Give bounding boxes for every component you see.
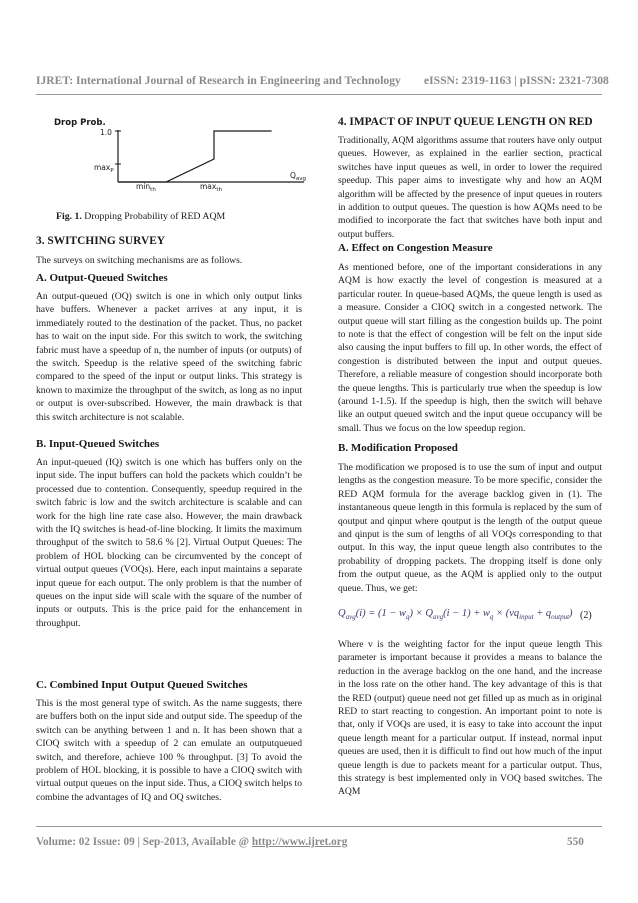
subsection-c-title: C. Combined Input Output Queued Switches bbox=[36, 679, 248, 691]
section-4-text: Traditionally, AQM algorithms assume that routers have only output queues. However, as explained in the earlier section, practical switches have input queues as well, in order to lower the required speedup. This paper aims to investigate why and how an AQM algorithm will be affected by the presence of input queues in routers in addition to output queues. The question is how AQMs need to be modified to incorporate the fact that switches have both input and output buffers. bbox=[338, 135, 602, 240]
subsection-b-text-right: The modification we proposed is to use the sum of input and output lengths as the congestion measure. To be more specific, consider the RED AQM formula for the average backlog given in (1). The instantaneous queue length in this formula is replaced by the sum of qoutput and qinput where qoutput is the length of the output queue and qinput is the sum of lengths of all VOQs corresponding to that output. In this way, the input queue length also contributes to the probability of dropping packets. The dropping itself is done only from the output queue, as the AQM is applied only to the output queue. Thus, we get: bbox=[338, 462, 602, 594]
x-axis-label: $Q_{avg}$ bbox=[290, 171, 307, 182]
y-tick-maxp: $\max_P$ bbox=[94, 163, 114, 174]
subsection-c-text: This is the most general type of switch. As the name suggests, there are buffers both on the input side and output side. The speedup of the switch can be anything between 1 and n. It has been shown that a CIOQ switch with a speedup of 2 can emulate an outputqueued switch, and therefore, achieve 100 % throughput. [3] To avoid the problem of HOL blocking, it is possible to have a CIOQ switch with virtual output queues on the input side. Thus, a CIOQ switch helps to combine the advantages of IQ and OQ switches. bbox=[36, 698, 302, 803]
footer-rule bbox=[36, 826, 602, 827]
red-drop-probability-chart bbox=[52, 116, 322, 194]
section-3-intro: The surveys on switching mechanisms are as follows. bbox=[36, 255, 243, 266]
subsection-a-title: A. Output-Queued Switches bbox=[36, 272, 168, 284]
header-rule bbox=[36, 94, 602, 95]
x-tick-min: $\min_{th}$ bbox=[136, 182, 156, 193]
section-3-title: 3. SWITCHING SURVEY bbox=[36, 235, 166, 247]
subsection-a-text-right: As mentioned before, one of the important considerations in any AQM is how exactly the level of congestion is measured at a particular router. In queue-based AQMs, the queue length is used as a measure. Consider a CIOQ switch in a congested network. The output queue will start filling as the congestion builds up. The point to note is that the effect of congestion will be felt on the input side also causing the input buffers to fill up. In other words, the effect of congestion is distributed between the input and output queues. Therefore, a reliable measure of congestion should incorporate both the queue lengths. This is particularly true when the speedup is low (around 1-1.5). If the speedup is high, then the switch will behave like an output queued switch and the input queue occupancy will be small. Thus we focus on the low speedup region. bbox=[338, 262, 602, 434]
subsection-b-text: An input-queued (IQ) switch is one which has buffers only on the input side. The input buffers can hold the packets which couldn’t be processed due to contention. Consequently, speedup required in the switch fabric is low and the switch architecture is scalable and can work for the high line rate case also. However, the main drawback with the IQ switches is head-of-line blocking. It limits the maximum throughput of the switch to 58.6 % [2]. Virtual Output Queues: The problem of HOL blocking can be circumvented by the concept of virtual output queues (VOQs). Here, each input maintains a separate input queue for each output. The only problem is that the number of queues on the input side will scale with the square of the number of inputs or outputs. This is the price paid for the enhancement in throughput. bbox=[36, 457, 302, 629]
equation-2 bbox=[338, 608, 602, 628]
footer-volume: Volume: 02 Issue: 09 | Sep-2013, Available @ http://www.ijret.org bbox=[36, 836, 348, 848]
y-axis-label: Drop Prob. bbox=[54, 118, 106, 128]
subsection-b-title-right: B. Modification Proposed bbox=[338, 442, 458, 454]
journal-name: IJRET: International Journal of Research in Engineering and Technology bbox=[36, 74, 401, 87]
x-tick-max: $\max_{th}$ bbox=[200, 182, 222, 193]
page-number: 550 bbox=[567, 836, 584, 848]
figure-caption: Fig. 1. Dropping Probability of RED AQM bbox=[56, 211, 226, 222]
section-4-title: 4. IMPACT OF INPUT QUEUE LENGTH ON RED bbox=[338, 116, 593, 128]
after-equation-text: Where v is the weighting factor for the input queue length This parameter is important because it provides a means to balance the reduction in the average backlog on the one hand, and the increase in the loss rate on the other hand. The key advantage of this is that the RED (output) queue need not get filled up as much as in original RED to start reacting to congestion. An important point to note is that, only if VOQs are used, it is easy to take into account the input queue length meant for a particular output. If instead, normal input queues are used, then it is difficult to find out how much of the input queue length is due to packets meant for a particular output. Thus, this strategy is best implemented only in VOQ based switches. The AQM bbox=[338, 639, 602, 798]
subsection-b-title: B. Input-Queued Switches bbox=[36, 438, 160, 450]
drop-probability-curve bbox=[118, 131, 272, 182]
journal-link[interactable]: http://www.ijret.org bbox=[251, 836, 348, 848]
issn-line: eISSN: 2319-1163 | pISSN: 2321-7308 bbox=[424, 74, 609, 87]
equation-number: (2) bbox=[580, 610, 592, 621]
running-header bbox=[36, 74, 609, 87]
y-tick-1: 1.0 bbox=[100, 128, 112, 137]
equation-body: $Q_{avg}(i) = (1 - w_q) \times Q_{avg}(i - 1) + w_q \times (vq_{input} + q_{output})$ bbox=[338, 608, 573, 622]
subsection-a-title-right: A. Effect on Congestion Measure bbox=[338, 242, 493, 254]
subsection-a-text: An output-queued (OQ) switch is one in which only output links have buffers. Whenever a packet arrives at any input, it is immediately routed to the destination of the packet. Thus, no packet has to wait on the input side. For this switch to work, the switching fabric must have a speedup of n, the number of inputs (or outputs) of the switch. Speedup is the relative speed of the switching fabric compared to the speed of the input or output links. This strategy is known to maximize the throughput of the switch, as long as no input or output is over-subscribed. However, the main drawback is that this switch architecture is not scalable. bbox=[36, 291, 302, 423]
